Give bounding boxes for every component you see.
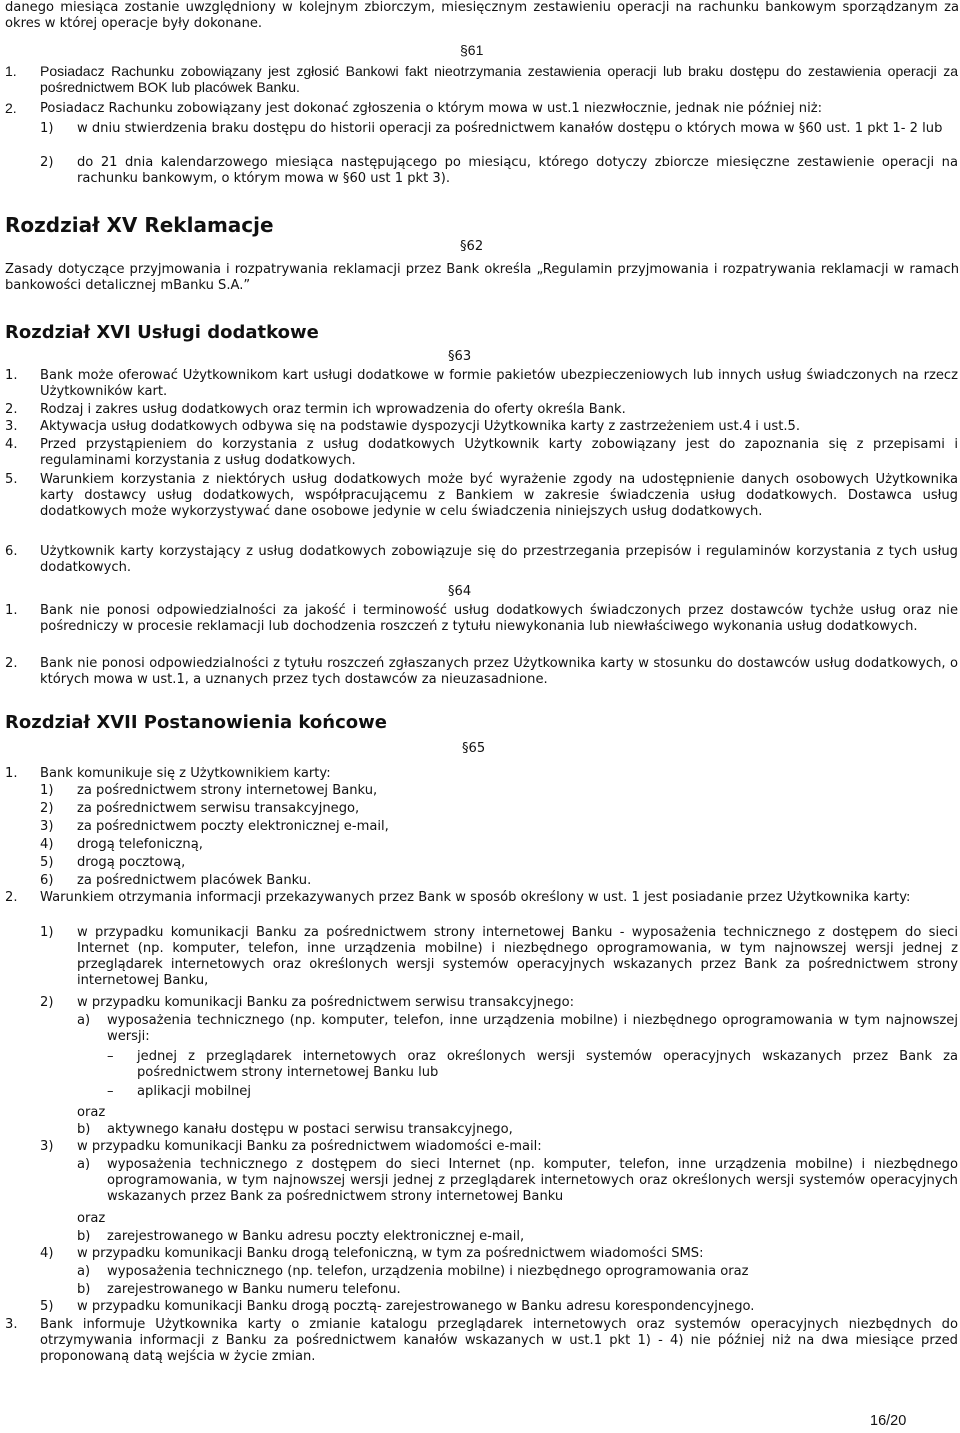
chapter-15-heading: Rozdział XV Reklamacje <box>5 213 274 237</box>
s61-item2-number: 2) <box>40 155 54 170</box>
s65-channel3-number: 3) <box>40 819 54 834</box>
s65-cond1-text: w przypadku komunikacji Banku za pośrednictwem strony internetowej Banku - wyposażenia technicznego z dostępem do sieci Internet (np. komputer, telefon, inne urządzenia mobilne) i niezbędnego oprogramowania, w tym najnowszej wersji jednej z przeglądarek internetowych oraz określonych wersji systemów operacyjnych wskazanych przez Bank za pośrednictwem strony internetowej Banku, <box>77 925 958 988</box>
s65-cond3-number: 3) <box>40 1139 54 1154</box>
s65-channel3-text: za pośrednictwem poczty elektronicznej e-mail, <box>77 819 389 834</box>
s65-cond1-number: 1) <box>40 925 54 940</box>
s65-cond2-dash1: – <box>107 1049 114 1064</box>
s63-item1-text: Bank może oferować Użytkownikom kart usługi dodatkowe w formie pakietów ubezpieczeniowych lub innych usług świadczonych na rzecz Użytkowników kart. <box>40 368 958 399</box>
s63-item6-text: Użytkownik karty korzystający z usług dodatkowych zobowiązuje się do przestrzegania przepisów i regulaminów korzystania z tych usług dodatkowych. <box>40 544 958 575</box>
s65-cond2b-letter: b) <box>77 1122 91 1137</box>
intro-paragraph: danego miesiąca zostanie uwzględniony w kolejnym zbiorczym, miesięcznym zestawieniu operacji na rachunku bankowym sporządzanym za okres w której operacje były dokonane. <box>5 0 959 31</box>
s65-cond4-text: w przypadku komunikacji Banku drogą telefoniczną, w tym za pośrednictwem wiadomości SMS: <box>77 1246 704 1261</box>
s61-p1-number: 1. <box>5 63 17 79</box>
s64-item1-number: 1. <box>5 603 18 618</box>
s65-channel6-text: za pośrednictwem placówek Banku. <box>77 873 312 888</box>
s63-item2-text: Rodzaj i zakres usług dodatkowych oraz termin ich wprowadzenia do oferty określa Bank. <box>40 402 626 417</box>
s65-cond5-text: w przypadku komunikacji Banku drogą pocztą- zarejestrowanego w Banku adresu korespondencyjnego. <box>77 1299 755 1314</box>
section-63-sign: §63 <box>448 349 472 364</box>
s65-cond3-text: w przypadku komunikacji Banku za pośrednictwem wiadomości e-mail: <box>77 1139 542 1154</box>
s65-p2-text: Warunkiem otrzymania informacji przekazywanych przez Bank w sposób określony w ust. 1 jest posiadanie przez Użytkownika karty: <box>40 890 911 905</box>
s65-channel6-number: 6) <box>40 873 54 888</box>
s63-item6-number: 6. <box>5 544 18 559</box>
s65-channel5-number: 5) <box>40 855 54 870</box>
s63-item5-number: 5. <box>5 472 18 487</box>
s65-channel4-number: 4) <box>40 837 54 852</box>
s63-item3-number: 3. <box>5 419 18 434</box>
s65-channel1-text: za pośrednictwem strony internetowej Banku, <box>77 783 378 798</box>
s65-cond3b-letter: b) <box>77 1229 91 1244</box>
s65-cond3a-text: wyposażenia technicznego z dostępem do sieci Internet (np. komputer, telefon, inne urządzenia mobilne) i niezbędnego oprogramowania, w tym najnowszej wersji jednej z przeglądarek internetowych oraz określonych wersji systemów operacyjnych wskazanych przez Bank za pośrednictwem strony internetowej Banku <box>107 1157 958 1204</box>
s61-p2-number: 2. <box>5 100 17 116</box>
s63-item4-number: 4. <box>5 437 18 452</box>
s63-item3-text: Aktywacja usług dodatkowych odbywa się na podstawie dyspozycji Użytkownika karty z zastrzeżeniem ust.4 i ust.5. <box>40 419 801 434</box>
s65-channel5-text: drogą pocztową, <box>77 855 186 870</box>
s63-item5-text: Warunkiem korzystania z niektórych usług dodatkowych może być wyrażenie zgody na udostępnienie danych osobowych Użytkownika karty dostawcy usług dodatkowych, współpracującemu z Bankiem w zakresie świadczenia usług dodatkowych. Dostawca usług dodatkowych może wykorzystywać dane osobowe jedynie w celu świadczenia niniejszych usług dodatkowych. <box>40 472 958 519</box>
s65-channel4-text: drogą telefoniczną, <box>77 837 203 852</box>
s65-cond4b-letter: b) <box>77 1282 91 1297</box>
s65-cond2-dash2: – <box>107 1084 114 1099</box>
s65-cond2-number: 2) <box>40 995 54 1010</box>
s65-cond2-dash2-text: aplikacji mobilnej <box>137 1084 251 1099</box>
s65-p1-number: 1. <box>5 766 18 781</box>
s64-item1-text: Bank nie ponosi odpowiedzialności za jakość i terminowość usług dodatkowych świadczonych przez dostawców tychże usług oraz nie pośredniczy w procesie reklamacji lub dochodzenia roszczeń z tytułu niewykonania lub niewłaściwego wykonania usług dodatkowych. <box>40 603 958 634</box>
s63-item4-text: Przed przystąpieniem do korzystania z usług dodatkowych Użytkownik karty zobowiązany jest do zapoznania się z przepisami i regulaminami korzystania z usług dodatkowych. <box>40 437 958 468</box>
chapter-16-heading: Rozdział XVI Usługi dodatkowe <box>5 322 319 343</box>
s65-channel2-text: za pośrednictwem serwisu transakcyjnego, <box>77 801 360 816</box>
s65-cond4-number: 4) <box>40 1246 54 1261</box>
s65-p2-number: 2. <box>5 890 18 905</box>
s65-cond2-dash1-text: jednej z przeglądarek internetowych oraz określonych wersji systemów operacyjnych wskazanych przez Bank za pośrednictwem strony internetowej Banku lub <box>137 1049 958 1080</box>
s65-cond4a-text: wyposażenia technicznego (np. telefon, urządzenia mobilne) i niezbędnego oprogramowania oraz <box>107 1264 749 1279</box>
chapter-17-heading: Rozdział XVII Postanowienia końcowe <box>5 712 387 733</box>
s65-cond2-oraz: oraz <box>77 1105 106 1120</box>
s65-p1-text: Bank komunikuje się z Użytkownikiem karty: <box>40 766 331 781</box>
s65-cond2b-text: aktywnego kanału dostępu w postaci serwisu transakcyjnego, <box>107 1122 513 1137</box>
s65-cond4b-text: zarejestrowanego w Banku numeru telefonu. <box>107 1282 401 1297</box>
s64-item2-text: Bank nie ponosi odpowiedzialności z tytułu roszczeń zgłaszanych przez Użytkownika karty w stosunku do dostawców usług dodatkowych, o których mowa w ust.1, a uznanych przez tych dostawców za nieuzasadnione. <box>40 656 958 687</box>
s64-item2-number: 2. <box>5 656 18 671</box>
s65-cond4a-letter: a) <box>77 1264 91 1279</box>
s65-channel1-number: 1) <box>40 783 54 798</box>
s65-cond3-oraz: oraz <box>77 1211 106 1226</box>
s63-item1-number: 1. <box>5 368 18 383</box>
s61-item2-text: do 21 dnia kalendarzowego miesiąca następującego po miesiącu, którego dotyczy zbiorcze miesięczne zestawienie operacji na rachunku bankowym, o którym mowa w §60 ust 1 pkt 3). <box>77 155 958 186</box>
s65-p3-text: Bank informuje Użytkownika karty o zmianie katalogu przeglądarek internetowych oraz systemów operacyjnych niezbędnych do otrzymywania informacji z Banku za pośrednictwem kanałów wskazanych w ust.1 pkt 1) - 4) nie później niż na dwa miesiące przed proponowaną datą wejścia w życie zmian. <box>40 1317 958 1364</box>
s62-paragraph: Zasady dotyczące przyjmowania i rozpatrywania reklamacji przez Bank określa „Regulamin przyjmowania i rozpatrywania reklamacji w ramach bankowości detalicznej mBanku S.A.” <box>5 262 959 293</box>
s63-item2-number: 2. <box>5 402 18 417</box>
s61-item1-number: 1) <box>40 121 54 136</box>
s61-p1-text: Posiadacz Rachunku zobowiązany jest zgłosić Bankowi fakt nieotrzymania zestawienia operacji lub braku dostępu do zestawienia operacji za pośrednictwem BOK lub placówek Banku. <box>40 63 958 95</box>
section-65-sign: §65 <box>462 741 486 756</box>
s65-cond2-text: w przypadku komunikacji Banku za pośrednictwem serwisu transakcyjnego: <box>77 995 574 1010</box>
s65-cond3b-text: zarejestrowanego w Banku adresu poczty elektronicznej e-mail, <box>107 1229 525 1244</box>
s61-item1-text: w dniu stwierdzenia braku dostępu do historii operacji za pośrednictwem kanałów dostępu o których mowa w §60 ust. 1 pkt 1- 2 lub <box>77 121 943 136</box>
s65-cond2a-letter: a) <box>77 1013 91 1028</box>
section-64-sign: §64 <box>448 584 472 599</box>
section-62-sign: §62 <box>460 239 484 254</box>
section-61-sign: §61 <box>460 42 484 58</box>
s65-channel2-number: 2) <box>40 801 54 816</box>
s65-cond2a-text: wyposażenia technicznego (np. komputer, telefon, inne urządzenia mobilne) i niezbędnego oprogramowania w tym najnowszej wersji: <box>107 1013 958 1044</box>
page-number: 16/20 <box>870 1413 907 1429</box>
s65-cond3a-letter: a) <box>77 1157 91 1172</box>
s61-p2-text: Posiadacz Rachunku zobowiązany jest dokonać zgłoszenia o którym mowa w ust.1 niezwłocznie, jednak nie później niż: <box>40 101 822 116</box>
s65-cond5-number: 5) <box>40 1299 54 1314</box>
s65-p3-number: 3. <box>5 1317 18 1332</box>
